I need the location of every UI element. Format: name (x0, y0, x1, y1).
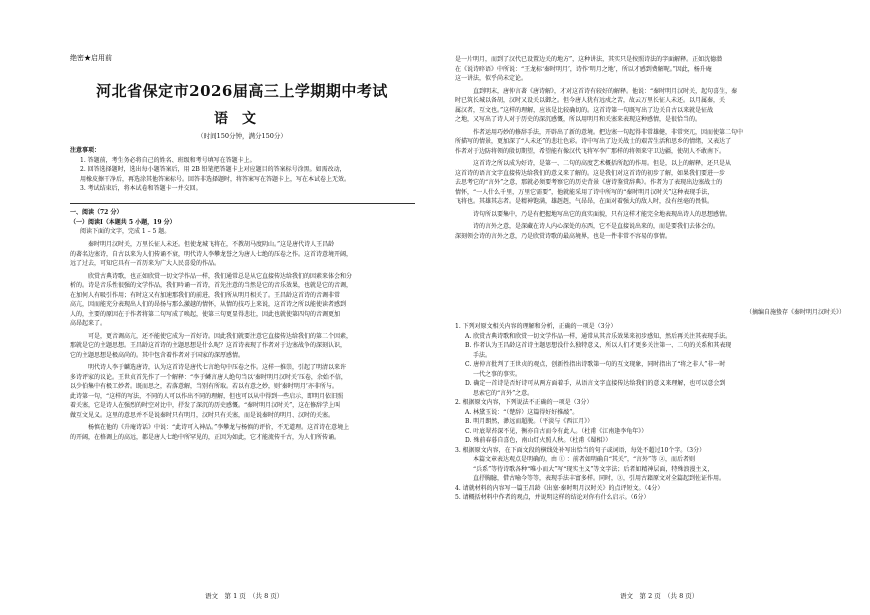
note-item: 1. 答题前，考生务必将自己的姓名、班级和考号填写在答题卡上。 (80, 156, 256, 164)
passage-line: 飞将也。其雄其志者。是精神饱满，雄赳赳，气昂昂，在面对着强大的敌人时，没有丝毫的畏惧。 (455, 198, 714, 205)
section-heading: 一、阅读（72 分） (70, 209, 123, 216)
passage-line: 情怀，“一人什么千里，万里它需要”，他就能采用了诗中所写的“秦时明月汉时关”这种表现手法， (455, 188, 714, 196)
passage-line: 作者对于边防将领的殷切期望，希望能有像汉代飞将军李广那样的将领来守卫边疆，使胡人不敢南下。 (455, 147, 726, 155)
passage-line: 这首诗之所以成为好诗，是第一、二句的高度艺术概括所起的作用。但是，以上的解释，还只是从 (473, 160, 732, 167)
passage-line: 析的。诗是音乐性很强的文学作品，我们吟诵一首诗，首先注意的当然是它的音乐效果，也就是它的音调， (70, 282, 353, 289)
question-line: 2. 根据原文内容，下列说法不正确的一项是（3分） (455, 399, 593, 406)
passage-line: 高昂起来了。 (70, 320, 107, 327)
question-line: “兵系”等待诗歌各种“唯小而大”写“现实主义”等文字法；后者如精神层面，特殊浪漫主义， (473, 465, 714, 473)
passage-line: 诗句所以要集中，乃是有把握地写出它的真实面貌，只有这样才能完全地表现出诗人的思想感情。 (473, 210, 732, 218)
passage-line: 这一讲法，似乎尚未定论。 (455, 75, 528, 82)
question-line: 思索它的“言外”之意。 (473, 389, 534, 397)
page-footer-left: 语文 第 1 页 （共 8 页） (205, 592, 284, 600)
passage-line: 所描写的情景，更加深了“人未还”的悲壮色彩。诗中写出了边关战士的艰苦生活和思乡的情绪，又表达了 (455, 138, 732, 145)
question-line: 3. 根据原文内容，在下面文段的横线处补写出恰当的句子或词语，每处不超过10个字。（3分） (455, 446, 706, 454)
passage-line: 欣赏古典诗歌，也正如欣赏一切文学作品一样，我们通常总是从它直接传达给我们的因素来体会和分 (88, 272, 353, 280)
passage-line: 多诗评家的议论。王世贞首先作了一个解释：“李于鳞言唐人绝句当以‘秦时明月汉时关’压卷，余始不信， (70, 373, 347, 381)
note-item: 用橡皮擦干净后，再选涂其他答案标号。回答非选择题时，将答案写在答题卡上，写在本试卷上无效。 (80, 175, 351, 183)
section-head (70, 208, 415, 237)
questions-block (455, 322, 845, 503)
question-line: 本篇文章表达观点是明确的，由 ① ：前者如明确自“其关”，“言外”等 ②，而后者则 (473, 456, 695, 463)
section-subheading: （一）阅读Ⅰ（本题共 5 小题，19 分） (70, 218, 176, 226)
passage-line: 做互文见义。这里的意思并不是说秦时只有明月，汉时只有关塞，而是说秦时的明月、汉时的关塞。 (70, 411, 335, 419)
passage-line: 的开阔，在格调上的高远，都是唐人七绝中所罕见的，正因为如此，它才能流传千古，为人们所传诵。 (70, 433, 341, 441)
question-line: 直抒胸臆，借古喻今等等，表现手法丰富多样。同时，③，引用古籍原文对全篇起到佐证作用。 (473, 475, 726, 482)
passage-line: 的著名边塞诗，自古以来为人们传诵不衰，明代诗人李攀龙誉之为唐人七绝的压卷之作。这首诗意境开阔， (70, 250, 353, 258)
passage-line: 明代诗人李于麟选唐诗，认为这首诗是唐代七言绝句中压卷之作。这样一推崇，引起了明清以来许 (88, 364, 347, 371)
passage-line: 直到明末，唐仲言著《唐诗解》，才对这首诗有较好的解释。他说：“秦时明月汉时关，起句喜生，秦 (473, 87, 738, 95)
passage-right (455, 55, 845, 241)
note-item: 2. 回答选择题时，选出每小题答案后，用 2B 铅笔把答题卡上对应题目的答案标号涂黑。如需改动， (80, 166, 346, 173)
passage-line: 在加何人有吸引作用；有时这又有加速那我们的前进，我们所从明月相关了。王昌龄这首诗的音调非常 (70, 291, 341, 299)
exam-title: 河北省保定市2026届高三上学期期中考试 (96, 82, 388, 100)
passage-line: 在《说诗晬语》中所说：“王龙标‘秦时明月’，诗作‘明月之地’，所以才感到费解呢。”因此，杨升庵 (455, 65, 712, 73)
passage-line: 是一片明月，而到了汉代已设置边关的地方”，这种讲法，其实只是按照诗法的字面解释。正如沈德潜 (455, 56, 723, 63)
passage-line: 着关塞，它是诗人在强烈的时空对比中，抒发了深沉的历史感慨。“秦时明月汉时关”，这在修辞学上叫 (70, 402, 341, 409)
passage-line: 可是，更音调高亢，还不能使它成为一首好诗。因此我们就要注意它直接传达给我们的第二个因素， (88, 332, 353, 340)
notes-block (70, 146, 415, 194)
passage-line: 去思考它的“言外”之意，那就必须要考察它的历史背景《唐诗鉴赏辞典》。作者为了表现出边塞战士的 (455, 179, 723, 186)
source-text: （摘编自施蛰存《秦时明月汉时关》） (745, 309, 845, 316)
question-line: C. 叶底翠苔深不见，衡亦自古而今有此人。（杜甫《江南逢李龟年》） (465, 427, 648, 435)
passage-line: 深刻领会诗的言外之意，乃是欣赏诗歌的最高境界，也是一件非常不容易的事情。 (455, 232, 672, 240)
passage-line: 时已筑长城以备胡，汉时又设关以御之。但今唐人犹有远戍之苦，故云万里长征人未还。以月属秦，关 (455, 97, 726, 104)
passage-line: 秦时明月汉时关，万里长征人未还。但使龙城飞将在，不教胡马度阴山。”这是唐代诗人王昌龄 (88, 241, 335, 248)
question-line: C. 唐仲言批判了王世贞的观点，创新性指出诗歌第一句的互文现象，同时指出了“将之非人”非一时 (465, 361, 726, 368)
passage-line: 诗的言外之意，是深藏在诗人内心深处的东西，它不是直接说出来的，而是要我们去体会的。 (473, 223, 720, 230)
page-footer-right: 语文 第 2 页 （共 8 页） (620, 592, 699, 600)
passage-line: 之地，又写出了诗人对于历史的深沉感慨，所以用明月和关塞来表现这种感情，是很恰当的。 (455, 116, 702, 123)
question-line: 一代之事的事实。 (473, 370, 522, 378)
question-line: A. 欣赏古典诗歌和欣赏一切文学作品一样，通常从其音乐效果来初步感知，然后再关注其表现手法。 (465, 332, 732, 340)
question-line: B. 作者认为王昌龄这首诗主题思想没什么独特意义，所以人们才更多关注第一、二句的关系和其表现 (465, 342, 732, 349)
passage-line: 远了过去，可知它具有一首历来为广大人民喜爱的作品。 (70, 260, 221, 267)
passage-line: 此诗第一句，“这样的写法，不同的人可以作出不同的理解，但也可以从中得到一些启示，即明月依旧照 (70, 392, 344, 400)
question-line: 5. 请概括材料中作者的观点，并说明这样的结论对你有什么启示。（6分） (455, 494, 650, 501)
passage-line: 那就是它的主题思想。王昌龄这首诗的主题思想是什么呢？这首诗表现了作者对于边塞战争的深刻认识， (70, 342, 347, 349)
notes-heading: 注意事项： (70, 147, 101, 154)
question-line: D. 确定一首诗是否好诗可从两方面着手，从语言文字直接传达给我们的意义来理解，也可以意会到 (465, 380, 726, 387)
question-line: 4. 请就材料的内容写一篇王昌龄《出塞·秦时明月汉时关》的点评短文。（4分） (455, 484, 664, 492)
source-line (665, 308, 845, 318)
right-page (435, 0, 870, 615)
time-info: （时间150分钟，满分150分） (197, 132, 287, 140)
question-line: A. 林黛玉说：“（楚辞）这篇得好好推敲”。 (465, 408, 579, 416)
note-item: 3. 考试结束后，将本试卷和答题卡一并交回。 (80, 185, 202, 192)
passage-line: 它的主题思想是极高尚的。其中包含着作者对于国家的深厚感情。 (70, 351, 245, 359)
question-line: 手法。 (473, 351, 492, 359)
question-line: B. 明月朗然，渺远而超脱。（平淡与《西江月》） (465, 418, 594, 425)
passage-line: 以少伯集中有极工妙者。既而思之，若落意解，当别有所取。若以有意之妙，则‘秦时明月’亦非所与。 (70, 383, 338, 390)
passage-left (70, 240, 415, 442)
passage-line: 人的，主要的原因在于作者将第二句写成了唤起，使第三句更显得悲壮，因此也就使第四句的音调更加 (70, 310, 341, 318)
passage-line: 杨慎在他的《升庵诗话》中说：“此诗可入神品。”李攀龙与杨慎的评价，不无道理。这首诗在意境上 (88, 424, 350, 431)
question-line: 1. 下列对原文相关内容的理解和分析，正确的一项是（3分） (455, 323, 617, 330)
passage-line: 作者运用巧妙的修辞手法，开辟出了新的意境。把边塞一句起得非常雄健，非常突兀，因而使第二句中 (473, 128, 744, 136)
divider (70, 203, 415, 204)
passage-line: 属汉者，互文也。”这样的理解，应该是比较确切的。这首诗第一句既写出了边关自古以来就是征战 (455, 106, 714, 114)
section-instruction: 阅读下面的文字，完成 1 – 5 题。 (80, 228, 171, 235)
secret-label: 绝密★启用前 (70, 54, 112, 62)
passage-line: 高亢，因而能充分表现出人们的昂扬与那么激越的情怀，从情的技巧上来说，这首诗之所以能使读者感到 (70, 301, 347, 308)
question-line: D. 殊前春暮自喜色，南山灯火照人秋。（杜甫《蜀相》） (465, 437, 612, 444)
passage-line: 这首诗的语言文字直接传达给我们的意义来了解的。这是我们对这首诗的初步了解，如果我们要进一步 (455, 169, 726, 177)
subject-title: 语文 (214, 111, 270, 127)
